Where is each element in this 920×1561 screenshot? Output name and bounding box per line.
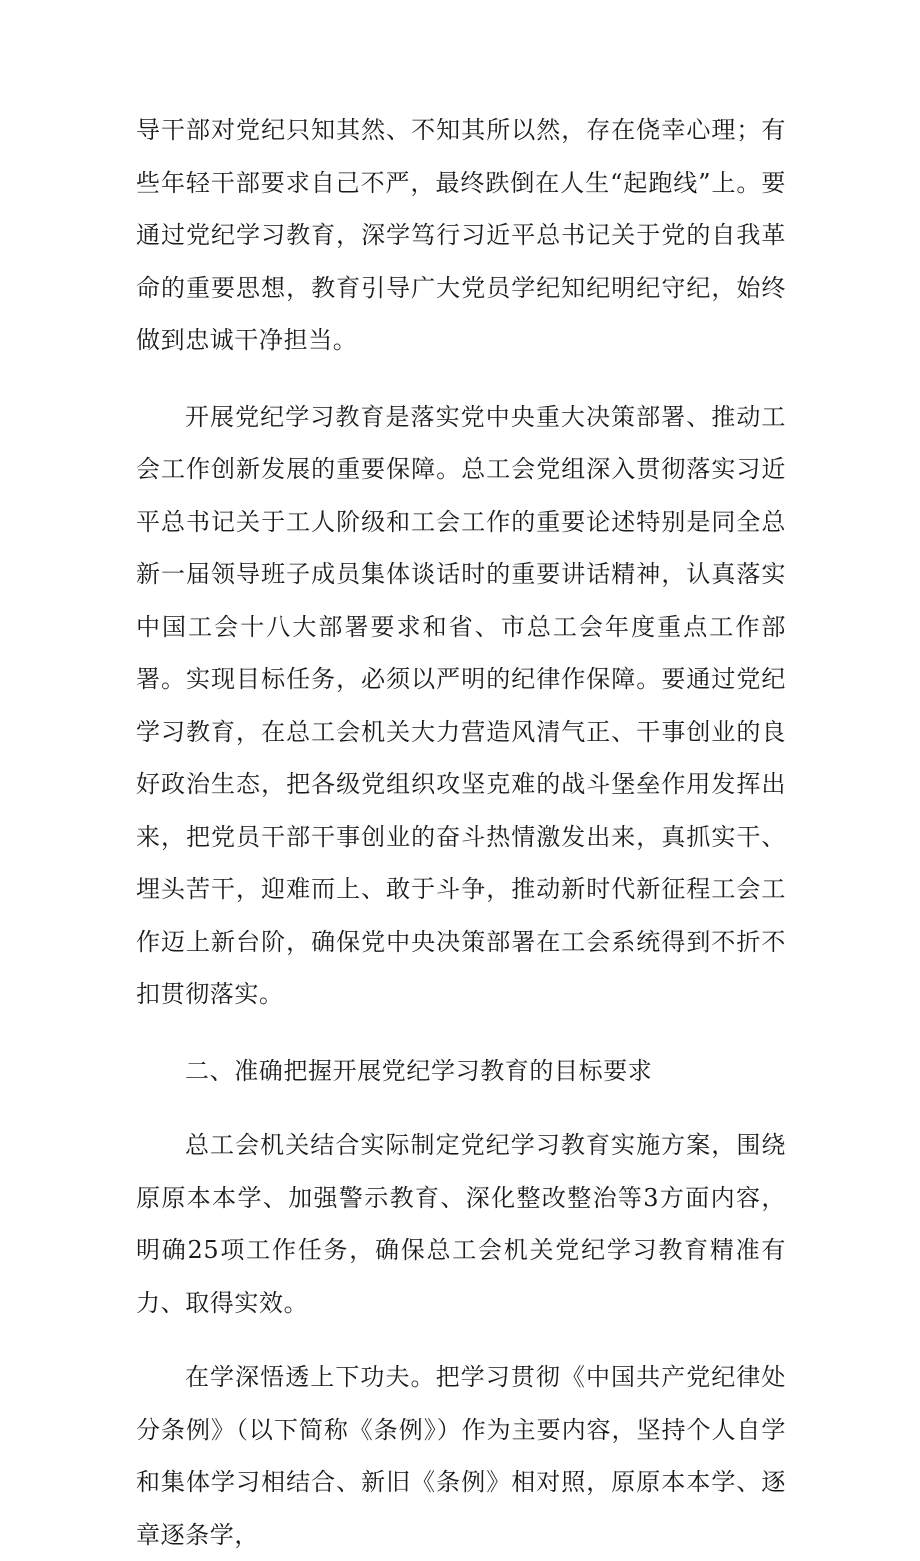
document-body <box>136 104 786 1561</box>
paragraph-1: 导干部对党纪只知其然、不知其所以然，存在侥幸心理；有些年轻干部要求自己不严，最终跌倒在人生“起跑线”上。要通过党纪学习教育，深学笃行习近平总书记关于党的自我革命的重要思想，教育引导广大党员学纪知纪明纪守纪，始终做到忠诚干净担当。 <box>136 116 786 354</box>
paragraph-3: 总工会机关结合实际制定党纪学习教育实施方案，围绕原原本本学、加强警示教育、深化整改整治等3方面内容，明确25项工作任务，确保总工会机关党纪学习教育精准有力、取得实效。 <box>136 1131 786 1317</box>
paragraph-2: 开展党纪学习教育是落实党中央重大决策部署、推动工会工作创新发展的重要保障。总工会党组深入贯彻落实习近平总书记关于工人阶级和工会工作的重要论述特别是同全总新一届领导班子成员集体谈话时的重要讲话精神，认真落实中国工会十八大部署要求和省、市总工会年度重点工作部署。实现目标任务，必须以严明的纪律作保障。要通过党纪学习教育，在总工会机关大力营造风清气正、干事创业的良好政治生态，把各级党组织攻坚克难的战斗堡垒作用发挥出来，把党员干部干事创业的奋斗热情激发出来，真抓实干、埋头苦干，迎难而上、敢于斗争，推动新时代新征程工会工作迈上新台阶，确保党中央决策部署在工会系统得到不折不扣贯彻落实。 <box>136 402 786 1008</box>
section-heading: 二、准确把握开展党纪学习教育的目标要求 <box>185 1056 653 1085</box>
paragraph-4: 在学深悟透上下功夫。把学习贯彻《中国共产党纪律处分条例》（以下简称《条例》）作为主要内容，坚持个人自学和集体学习相结合、新旧《条例》相对照，原原本本学、逐章逐条学， <box>136 1363 786 1549</box>
